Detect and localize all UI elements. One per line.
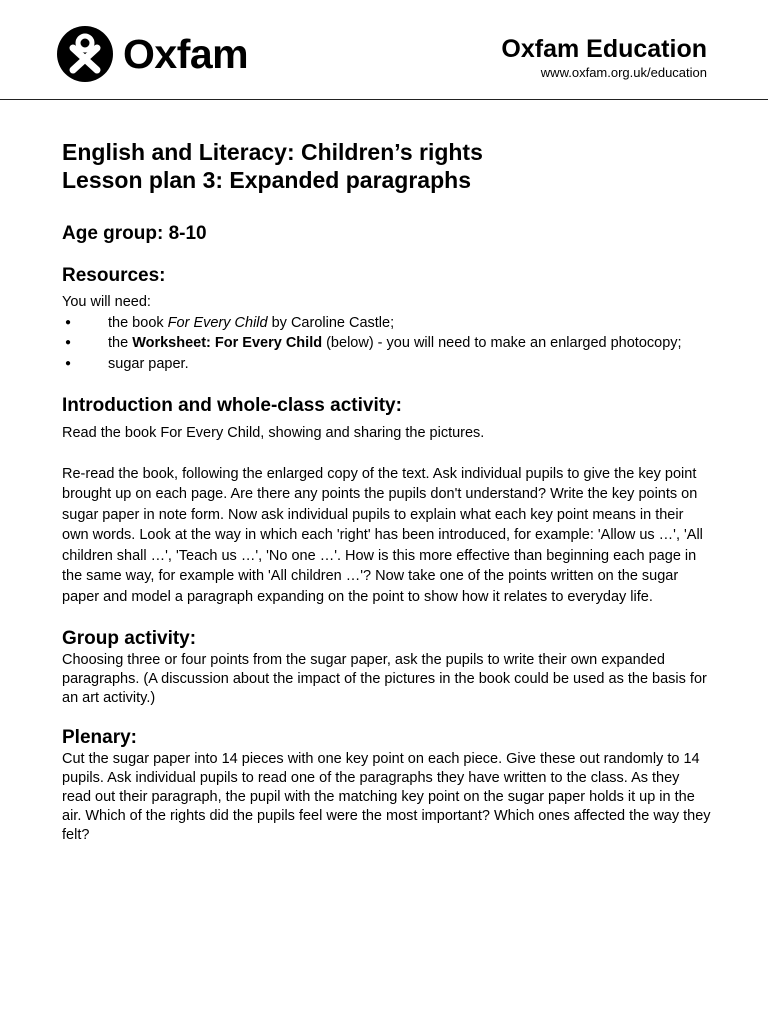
page-title-line1: English and Literacy: Children’s rights bbox=[62, 139, 483, 165]
education-url[interactable]: www.oxfam.org.uk/education bbox=[540, 65, 707, 80]
bullet-icon: ● bbox=[65, 316, 72, 328]
oxfam-logo-icon bbox=[57, 26, 113, 82]
education-branding bbox=[501, 34, 707, 81]
intro-activity-para2: Re-read the book, following the enlarged copy of the text. Ask individual pupils to give the key point brought up on each page. Are there any points the pupils don't understand? Write the key points on sugar paper in note form. Now ask individual pupils to explain what each key point means in their own words. Look at the way in which each 'right' has been introduced, for example: 'Allow us …', 'All children shall …', 'Teach us …', 'No one …'. How is this more effective than beginning each page in the same way, for example with 'All children …'? Now take one of the points written on the sugar paper and model a paragraph expanding on the point to show how it relates to everyday life. bbox=[62, 465, 703, 605]
page-header bbox=[0, 0, 768, 100]
intro-activity-heading: Introduction and whole-class activity: bbox=[62, 395, 402, 416]
page-title-line2: Lesson plan 3: Expanded paragraphs bbox=[62, 167, 471, 193]
plenary-para: Cut the sugar paper into 14 pieces with one key point on each piece. Give these out randomly to 14 pupils. Ask individual pupils to read one of the paragraphs they have written to the class. As they read out their paragraph, the pupil with the matching key point on the sugar paper holds it up in the air. Which of the rights did the pupils feel were the most important? Which ones affected the way they felt? bbox=[62, 751, 711, 843]
list-item: ● the book For Every Child by Caroline Castle; bbox=[62, 313, 712, 334]
resources-intro: You will need: bbox=[62, 294, 151, 310]
document-body bbox=[62, 138, 712, 845]
group-activity-heading: Group activity: bbox=[62, 628, 197, 649]
list-item: ● the Worksheet: For Every Child (below) - you will need to make an enlarged photocopy; bbox=[62, 333, 712, 354]
plenary-heading: Plenary: bbox=[62, 727, 137, 748]
bullet-icon: ● bbox=[65, 337, 72, 348]
logo-wordmark: Oxfam bbox=[123, 31, 249, 77]
header-divider bbox=[0, 99, 768, 100]
age-group-heading: Age group: 8-10 bbox=[62, 223, 207, 244]
education-title: Oxfam Education bbox=[501, 35, 707, 63]
resources-list bbox=[62, 313, 712, 375]
list-item: ● sugar paper. bbox=[62, 354, 712, 375]
oxfam-logo bbox=[57, 26, 248, 82]
resources-heading: Resources: bbox=[62, 265, 166, 286]
intro-activity-para1: Read the book For Every Child, showing and sharing the pictures. bbox=[62, 425, 485, 441]
bullet-icon: ● bbox=[65, 357, 72, 369]
group-activity-para: Choosing three or four points from the sugar paper, ask the pupils to write their own expanded paragraphs. (A discussion about the impact of the pictures in the book could be used as the basis for an art activity.) bbox=[62, 652, 707, 706]
